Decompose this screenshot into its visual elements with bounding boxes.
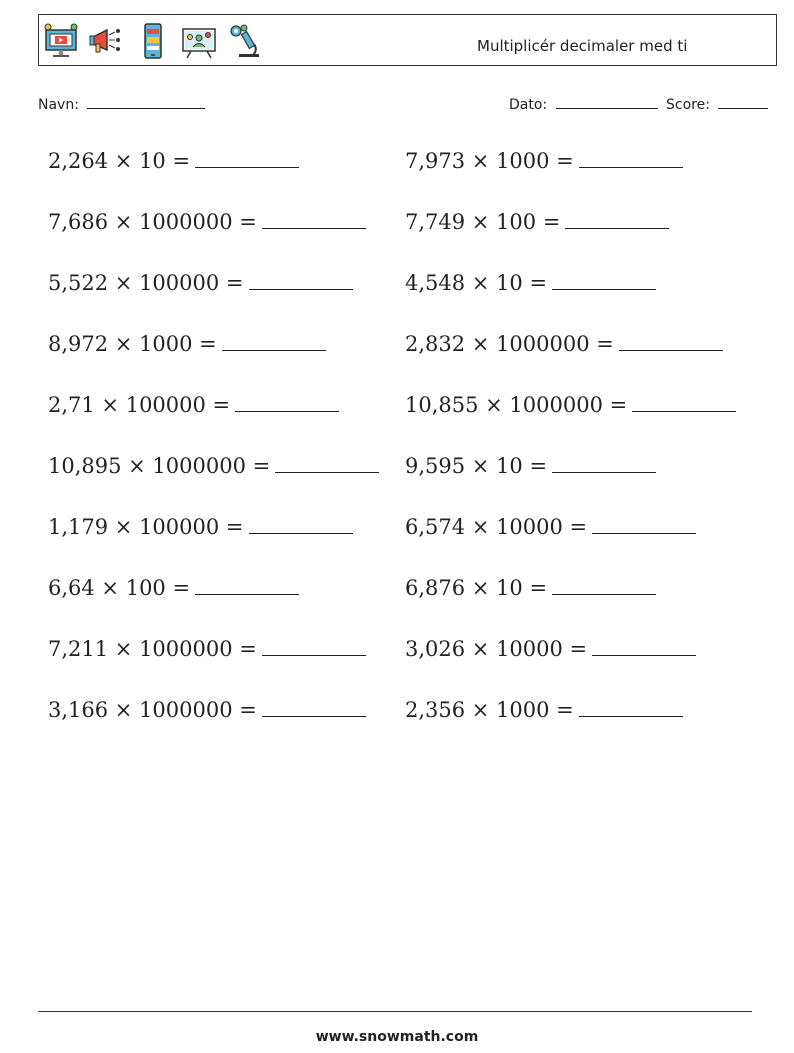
problem-item xyxy=(405,454,656,478)
answer-blank[interactable] xyxy=(592,637,696,656)
problem-expression: 7,686 × 1000000 = xyxy=(48,210,257,234)
problem-item xyxy=(405,210,669,234)
header-icons xyxy=(43,21,263,61)
name-label: Navn: xyxy=(38,97,79,113)
computer-video-icon xyxy=(43,22,79,60)
answer-blank[interactable] xyxy=(195,149,299,168)
problem-item xyxy=(48,698,366,722)
answer-blank[interactable] xyxy=(262,210,366,229)
problem-expression: 6,64 × 100 = xyxy=(48,576,191,600)
header-box xyxy=(38,14,777,66)
problem-expression: 7,211 × 1000000 = xyxy=(48,637,257,661)
date-blank[interactable] xyxy=(556,94,658,109)
answer-blank[interactable] xyxy=(195,576,299,595)
problem-item xyxy=(48,637,366,661)
problem-expression: 6,574 × 10000 = xyxy=(405,515,588,539)
problem-item xyxy=(48,210,366,234)
problem-item xyxy=(405,271,656,295)
name-blank[interactable] xyxy=(87,94,205,109)
problem-expression: 9,595 × 10 = xyxy=(405,454,548,478)
answer-blank[interactable] xyxy=(552,454,656,473)
answer-blank[interactable] xyxy=(592,515,696,534)
answer-blank[interactable] xyxy=(579,698,683,717)
problem-expression: 3,026 × 10000 = xyxy=(405,637,588,661)
problem-expression: 2,356 × 1000 = xyxy=(405,698,574,722)
problem-item xyxy=(48,393,339,417)
answer-blank[interactable] xyxy=(565,210,669,229)
answer-blank[interactable] xyxy=(579,149,683,168)
answer-blank[interactable] xyxy=(249,271,353,290)
problem-item xyxy=(48,332,326,356)
answer-blank[interactable] xyxy=(552,576,656,595)
problem-item xyxy=(405,576,656,600)
megaphone-icon xyxy=(89,22,125,60)
answer-blank[interactable] xyxy=(275,454,379,473)
problem-expression: 6,876 × 10 = xyxy=(405,576,548,600)
footer-divider xyxy=(38,1011,752,1012)
problem-item xyxy=(405,393,736,417)
problem-item xyxy=(48,515,353,539)
name-field[interactable] xyxy=(38,94,205,113)
date-label: Dato: xyxy=(509,97,548,113)
problem-expression: 2,832 × 1000000 = xyxy=(405,332,614,356)
score-blank[interactable] xyxy=(718,94,768,109)
answer-blank[interactable] xyxy=(262,637,366,656)
answer-blank[interactable] xyxy=(249,515,353,534)
problem-item xyxy=(405,698,683,722)
problem-item xyxy=(48,454,379,478)
answer-blank[interactable] xyxy=(619,332,723,351)
problem-expression: 3,166 × 1000000 = xyxy=(48,698,257,722)
problem-expression: 4,548 × 10 = xyxy=(405,271,548,295)
problem-expression: 1,179 × 100000 = xyxy=(48,515,244,539)
problem-expression: 10,895 × 1000000 = xyxy=(48,454,271,478)
date-field[interactable] xyxy=(509,94,658,113)
answer-blank[interactable] xyxy=(552,271,656,290)
microscope-icon xyxy=(227,22,263,60)
problem-item xyxy=(48,271,353,295)
answer-blank[interactable] xyxy=(222,332,326,351)
problem-item xyxy=(48,149,299,173)
problem-expression: 5,522 × 100000 = xyxy=(48,271,244,295)
answer-blank[interactable] xyxy=(632,393,736,412)
problem-expression: 2,71 × 100000 = xyxy=(48,393,231,417)
problem-item xyxy=(405,637,696,661)
problem-item xyxy=(405,149,683,173)
problem-expression: 2,264 × 10 = xyxy=(48,149,191,173)
answer-blank[interactable] xyxy=(262,698,366,717)
score-field[interactable] xyxy=(666,94,768,113)
problem-item xyxy=(405,332,723,356)
problem-expression: 7,749 × 100 = xyxy=(405,210,561,234)
score-label: Score: xyxy=(666,97,710,113)
presentation-board-icon xyxy=(181,22,217,60)
problem-item xyxy=(405,515,696,539)
problem-expression: 10,855 × 1000000 = xyxy=(405,393,628,417)
problem-expression: 7,973 × 1000 = xyxy=(405,149,574,173)
problem-item xyxy=(48,576,299,600)
footer-site: www.snowmath.com xyxy=(315,1029,479,1045)
problem-expression: 8,972 × 1000 = xyxy=(48,332,217,356)
page-title: Multiplicér decimaler med ti xyxy=(477,37,688,55)
answer-blank[interactable] xyxy=(235,393,339,412)
mobile-app-icon xyxy=(135,22,171,60)
